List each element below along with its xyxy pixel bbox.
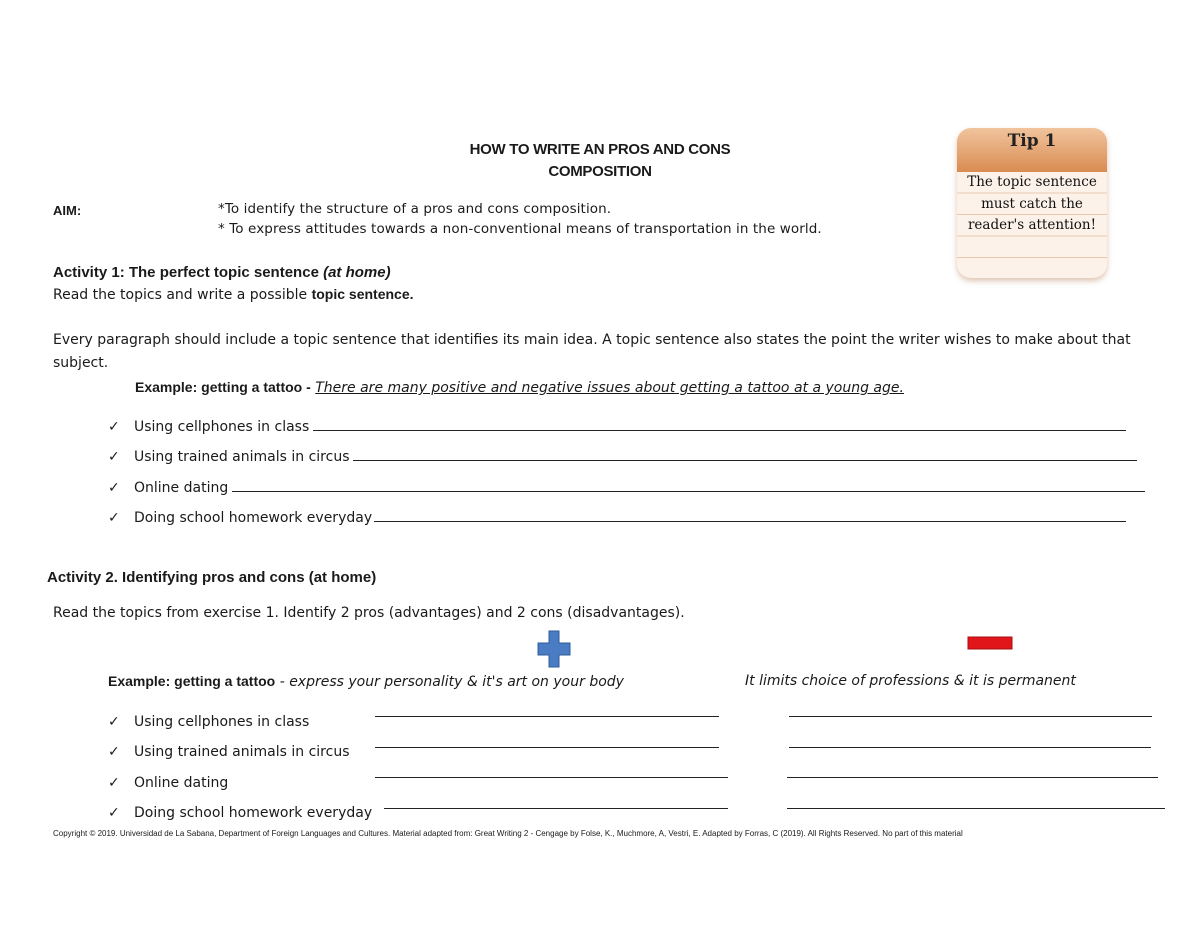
activity2-example-con: It limits choice of professions & it is permanent (745, 673, 1076, 689)
check-icon: ✓ (108, 805, 120, 821)
activity1-instruction-prefix: Read the topics and write a possible (53, 287, 308, 303)
activity2-example (108, 670, 624, 694)
check-icon: ✓ (108, 510, 120, 526)
tip-text: The topic sentence must catch the reader's attention! (957, 172, 1107, 278)
copyright-notice: Copyright © 2019. Universidad de La Sabana, Department of Foreign Languages and Cultures. Material adapted from: Great Writing 2 - Cengage by Folse, K., Muchmore, A, Vestri, E. Adapted by Forras, C (2019). All Rights Reserved. No part of this material (53, 829, 963, 838)
activity1-heading (53, 264, 391, 281)
aim-label: AIM: (53, 203, 82, 218)
pro-answer-line[interactable] (375, 777, 728, 778)
list-item (108, 760, 748, 791)
list-item (108, 404, 1168, 435)
topic-label: Using trained animals in circus (134, 744, 350, 760)
topic-label: Online dating (134, 774, 229, 791)
minus-icon (967, 636, 1013, 650)
list-item (108, 791, 748, 822)
topic-label: Using cellphones in class (134, 713, 310, 730)
list-item (108, 496, 1168, 527)
check-icon: ✓ (108, 479, 120, 496)
activity1-paragraph: Every paragraph should include a topic sentence that identifies its main idea. A topic sentence also states the point the writer wishes to make about that subject. (53, 332, 1131, 371)
activity1-heading-text: Activity 1: The perfect topic sentence (53, 264, 319, 281)
check-icon: ✓ (108, 713, 120, 730)
check-icon: ✓ (108, 418, 120, 435)
activity1-instruction (53, 283, 414, 307)
list-item (108, 465, 1168, 496)
topic-label: Doing school homework everyday (134, 510, 373, 526)
activity2-instruction: Read the topics from exercise 1. Identify 2 pros (advantages) and 2 cons (disadvantages). (53, 605, 685, 621)
check-icon: ✓ (108, 449, 120, 465)
answer-line[interactable] (374, 520, 1126, 522)
pro-answer-line[interactable] (375, 716, 719, 717)
activity1-instruction-bold: topic sentence. (311, 286, 414, 302)
topic-label: Online dating (134, 479, 229, 496)
activity2-example-pro: - express your personality & it's art on your body (279, 674, 624, 690)
answer-line[interactable] (313, 429, 1126, 431)
con-answer-line[interactable] (789, 716, 1152, 717)
activity1-heading-note: (at home) (323, 264, 391, 281)
tip-title: Tip 1 (957, 128, 1107, 172)
minus-shape (968, 637, 1012, 649)
title-line-2: COMPOSITION (548, 163, 652, 180)
list-item (108, 435, 1168, 466)
answer-line[interactable] (353, 459, 1137, 461)
plus-icon (537, 630, 571, 668)
activity1-example (135, 376, 904, 400)
topic-label: Using trained animals in circus (134, 449, 350, 465)
topic-label: Using cellphones in class (134, 418, 310, 435)
aim-item-1: *To identify the structure of a pros and cons composition. (218, 201, 612, 217)
activity2-example-label: Example: getting a tattoo (108, 673, 276, 689)
list-item (108, 730, 748, 761)
pro-answer-line[interactable] (384, 808, 728, 809)
tip-box (957, 128, 1107, 278)
aim-item-2: * To express attitudes towards a non-conventional means of transportation in the world. (218, 221, 822, 237)
activity2-heading: Activity 2. Identifying pros and cons (at home) (47, 569, 377, 586)
check-icon: ✓ (108, 744, 120, 760)
con-answer-line[interactable] (789, 747, 1151, 748)
answer-line[interactable] (232, 490, 1145, 492)
list-item (108, 699, 748, 730)
check-icon: ✓ (108, 774, 120, 791)
plus-shape (538, 631, 570, 667)
topic-label: Doing school homework everyday (134, 805, 373, 821)
con-answer-line[interactable] (787, 808, 1165, 809)
activity1-example-text: There are many positive and negative issues about getting a tattoo at a young age. (315, 380, 904, 396)
pro-answer-line[interactable] (375, 747, 719, 748)
activity1-topic-list (108, 404, 1168, 526)
activity2-topic-list (108, 699, 748, 821)
title-line-1: HOW TO WRITE AN PROS AND CONS (469, 141, 731, 158)
con-answer-line[interactable] (787, 777, 1158, 778)
activity1-example-label: Example: getting a tattoo - (135, 379, 311, 395)
